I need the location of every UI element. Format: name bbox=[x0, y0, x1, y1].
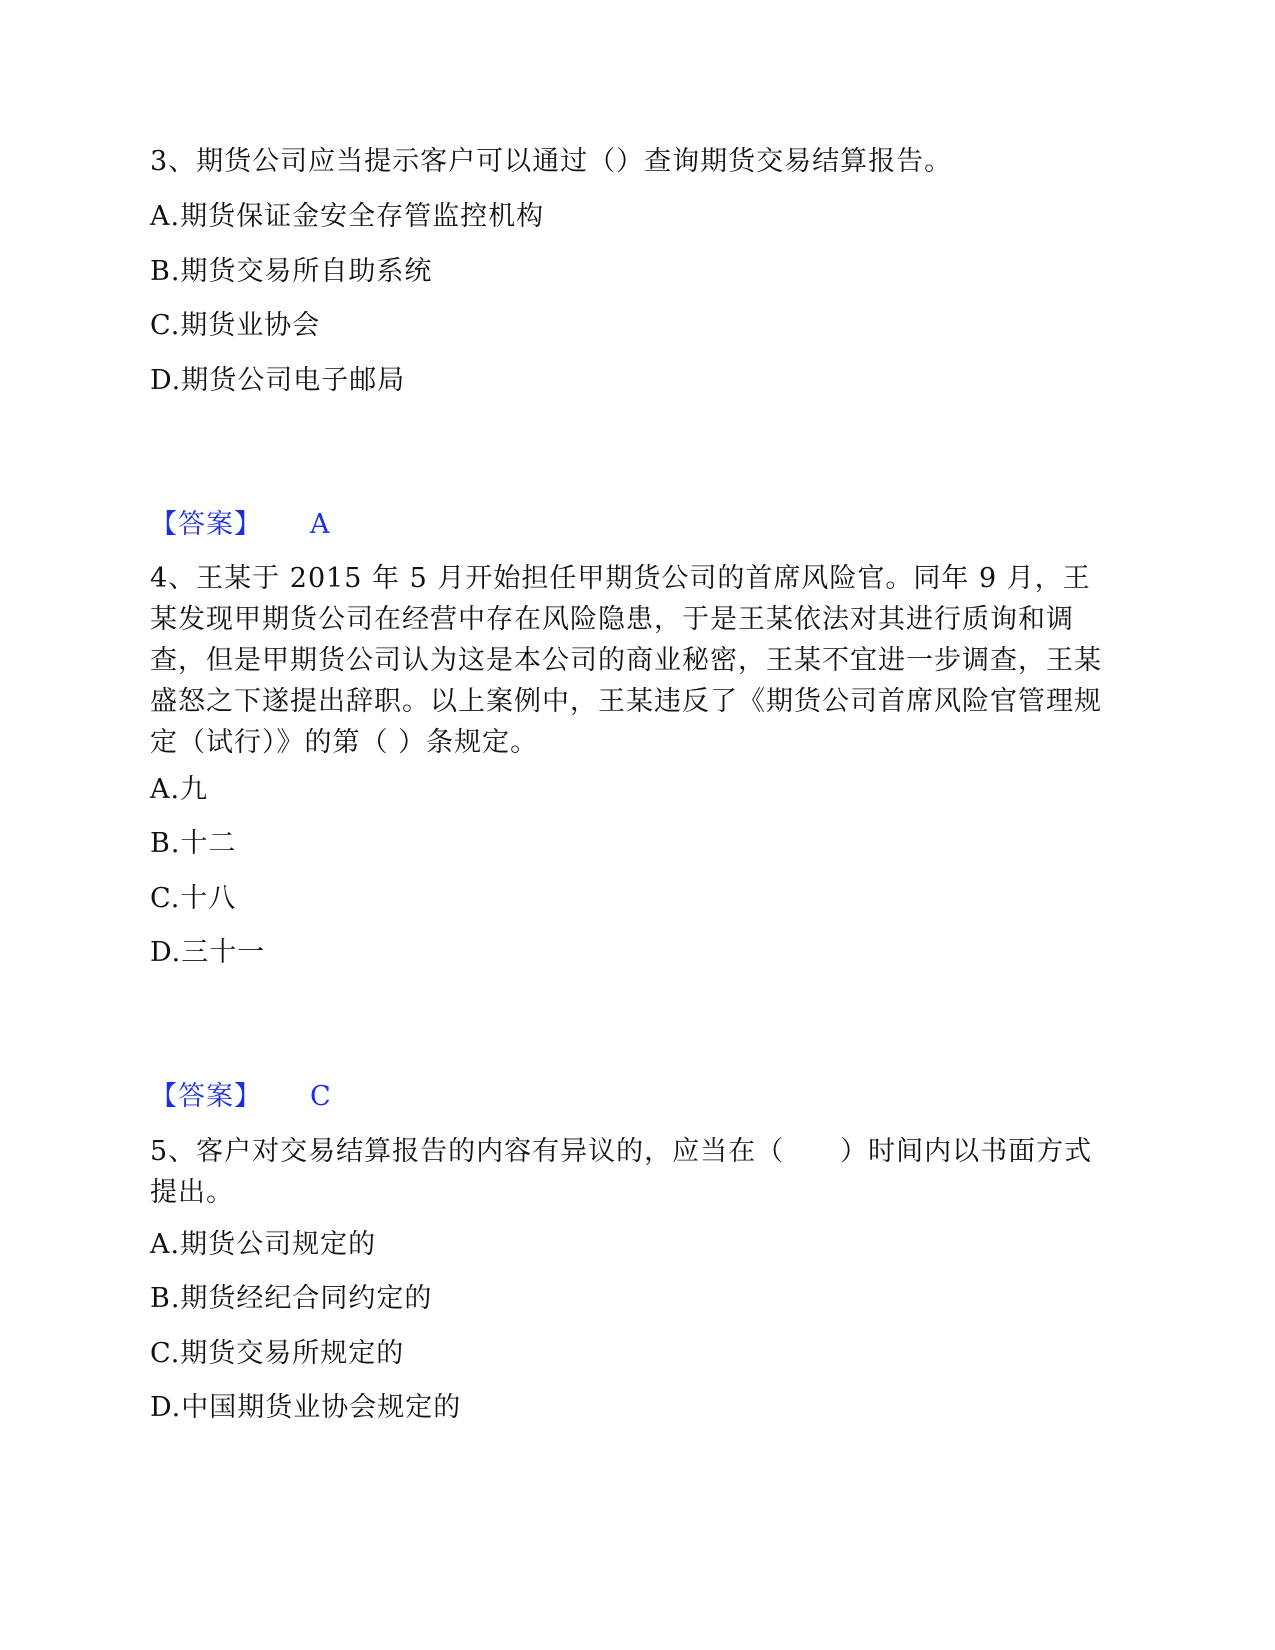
question-4 bbox=[150, 558, 1115, 763]
question-3-option-d bbox=[150, 360, 1115, 401]
option-text: D.中国期货业协会规定的 bbox=[150, 1392, 462, 1423]
answer-value: C bbox=[310, 1081, 332, 1112]
option-text: C.十八 bbox=[150, 883, 237, 914]
question-3-option-a bbox=[150, 196, 1115, 237]
option-text: A.期货公司规定的 bbox=[150, 1229, 377, 1260]
question-4-option-c bbox=[150, 878, 1115, 919]
question-3-text: 3、期货公司应当提示客户可以通过（）查询期货交易结算报告。 bbox=[150, 146, 953, 177]
question-3-option-b bbox=[150, 251, 1115, 292]
question-3-answer bbox=[150, 504, 331, 545]
question-3 bbox=[150, 141, 1115, 182]
question-5 bbox=[150, 1131, 1115, 1213]
option-text: B.期货经纪合同约定的 bbox=[150, 1283, 433, 1314]
question-4-option-d bbox=[150, 932, 1115, 973]
question-5-option-a bbox=[150, 1224, 1115, 1265]
option-text: D.三十一 bbox=[150, 937, 266, 968]
question-5-option-d bbox=[150, 1387, 1115, 1428]
option-text: D.期货公司电子邮局 bbox=[150, 365, 406, 396]
option-text: B.十二 bbox=[150, 828, 237, 859]
option-text: A.九 bbox=[150, 774, 209, 805]
question-5-option-c bbox=[150, 1333, 1115, 1374]
answer-label: 【答案】 bbox=[150, 509, 262, 540]
question-3-option-c bbox=[150, 305, 1115, 346]
option-text: A.期货保证金安全存管监控机构 bbox=[150, 201, 545, 232]
question-4-option-a bbox=[150, 769, 1115, 810]
question-4-text: 4、王某于 2015 年 5 月开始担任甲期货公司的首席风险官。同年 9 月，王某发现甲期货公司在经营中存在风险隐患，于是王某依法对其进行质询和调查，但是甲期货公司认为这是本公司的商业秘密，王某不宜进一步调查，王某盛怒之下遂提出辞职。以上案例中，王某违反了《期货公司首席风险官管理规定（试行）》的第（ ）条规定。 bbox=[150, 563, 1102, 758]
question-4-option-b bbox=[150, 823, 1115, 864]
question-4-answer bbox=[150, 1076, 332, 1117]
question-5-text: 5、客户对交易结算报告的内容有异议的，应当在（ ）时间内以书面方式提出。 bbox=[150, 1136, 1093, 1208]
option-text: C.期货业协会 bbox=[150, 310, 321, 341]
option-text: B.期货交易所自助系统 bbox=[150, 256, 433, 287]
answer-label: 【答案】 bbox=[150, 1081, 262, 1112]
question-5-option-b bbox=[150, 1278, 1115, 1319]
option-text: C.期货交易所规定的 bbox=[150, 1338, 405, 1369]
answer-value: A bbox=[310, 509, 331, 540]
